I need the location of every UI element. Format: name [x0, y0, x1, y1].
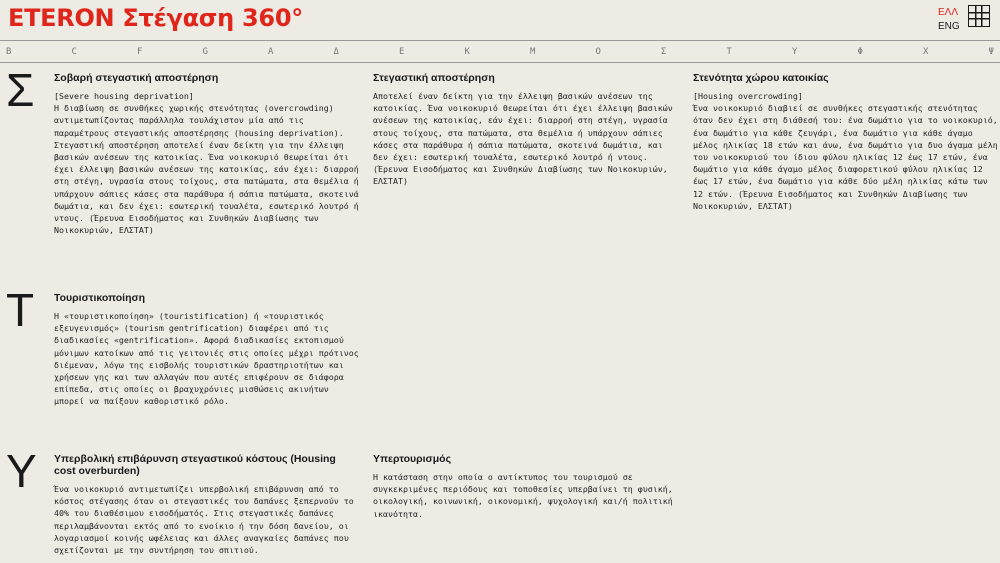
alpha-letter[interactable]: T [726, 46, 732, 57]
glossary-entry [373, 72, 678, 188]
glossary-entry [693, 72, 998, 212]
alphabet-nav [0, 40, 1000, 63]
alpha-letter[interactable]: Φ [857, 46, 863, 57]
grid-menu-icon[interactable] [968, 5, 990, 27]
entry-text: Αποτελεί έναν δείκτη για την έλλειψη βασικών ανέσεων της κατοικίας. Ένα νοικοκυριό θεωρείται ότι έχει έλλειψη βασικών ανέσεων της κατοικίας, εάν έχει: διαρροή στη στέγη, υγρασία στους τοίχους, στα πατώματα, στα θεμέλια ή υπάρχουν σάπιες κάσες στα παράθυρα ή σάπια πατώματα, σκοτεινά δωμάτια, και δεν έχει: εσωτερική τουαλέτα, εσωτερικό λουτρό ή ντους. (Έρευνα Εισοδήματος και Συνθηκών Διαβίωσης των Νοικοκυριών, ΕΛΣΤΑΤ) [373, 91, 673, 187]
glossary-entry [373, 453, 678, 520]
entry-title: Τουριστικοποίηση [54, 292, 146, 304]
glossary-entry [54, 292, 359, 408]
entry-text: [Housing overcrowding] Ένα νοικοκυριό διαβιεί σε συνθήκες στεγαστικής στενότητας όταν δεν έχει στη διάθεσή του: ένα δωμάτιο για το νοικοκυριό, ένα δωμάτιο για κάθε ζευγάρι, ένα δωμάτιο για κάθε άγαμο μέλος ηλικίας 18 ετών και άνω, ένα δωμάτιο για δυο άγαμα μέλη του νοικοκυριού του ίδιου φύλου ηλικίας 12 έως 17 ετών, ένα δωμάτιο για κάθε άγαμο μέλος διαφορετικού φύλου ηλικίας 12 έως 17 ετών, ένα δωμάτιο για κάθε δύο μέλη ηλικίας κάτω των 12 ετών. (Έρευνα Εισοδήματος και Συνθηκών Διαβίωσης των Νοικοκυριών, ΕΛΣΤΑΤ) [693, 91, 998, 211]
alpha-letter[interactable]: G [202, 46, 208, 57]
alpha-letter[interactable]: X [923, 46, 929, 57]
glossary-entry [54, 72, 359, 236]
alpha-letter[interactable]: E [399, 46, 405, 57]
entry-text: Η «τουριστικοποίηση» (touristification) ή «τουριστικός εξευγενισμός» (tourism gentrification) διαφέρει από τις διαδικασίες «gentrification». Αφορά διαδικασίες εκτοπισμού μόνιμων κατοίκων από τις γειτονιές στις οποίες μέχρι πρότινος διέμεναν, λόγω της εισβολής τουριστικών δραστηριοτήτων και χρήσεων γης και των αλλαγών που αυτές επιφέρουν σε διάφορα επίπεδα, στις οποίες οι βραχυχρόνιες μισθώσεις ακινήτων μπορεί να παίξουν καθοριστικό ρόλο. [54, 311, 359, 407]
section-letter: Υ [6, 445, 37, 497]
alpha-letter[interactable]: O [595, 46, 601, 57]
entry-text: Η κατάσταση στην οποία ο αντίκτυπος του τουρισμού σε συγκεκριμένες περιόδους και τοποθεσίες υπερβαίνει τη φυσική, οικολογική, κοινωνική, οικονομική, ψυχολογική και/ή πολιτική ικανότητα. [373, 472, 673, 519]
alpha-letter[interactable]: B [6, 46, 12, 57]
header [0, 0, 1000, 40]
language-switcher [938, 6, 960, 34]
alpha-letter[interactable]: A [268, 46, 274, 57]
glossary-entry [54, 453, 359, 556]
alpha-letter[interactable]: K [464, 46, 470, 57]
alpha-letter[interactable]: F [137, 46, 143, 57]
alpha-letter[interactable]: Σ [661, 46, 667, 57]
lang-greek-link[interactable]: ΕΛΛ [938, 7, 959, 18]
alpha-letter[interactable]: C [71, 46, 77, 57]
section-letter: Σ [6, 64, 35, 116]
entry-title: Στεγαστική αποστέρηση [373, 72, 495, 84]
lang-english-link[interactable]: ENG [938, 21, 960, 32]
entry-text: Ένα νοικοκυριό αντιμετωπίζει υπερβολική επιβάρυνση από το κόστος στέγασης όταν οι στεγαστικές του δαπάνες ξεπερνούν το 40% του διαθέσιμου εισοδήματός. Στις στεγαστικές δαπάνες περιλαμβάνονται εκτός από το ενοίκιο ή την δόση δανείου, οι λογαριασμοί κοινής ωφέλειας και άλλες αναγκαίες δαπάνες που σχετίζονται με την συντήρηση του σπιτιού. [54, 484, 354, 556]
site-logo[interactable]: ETERON Στέγαση 360° [8, 4, 303, 32]
alpha-letter[interactable]: Y [792, 46, 798, 57]
section-letter: Τ [6, 284, 35, 336]
entry-title: Σοβαρή στεγαστική αποστέρηση [54, 72, 219, 84]
alpha-letter[interactable]: Δ [333, 46, 339, 57]
entry-title: Στενότητα χώρου κατοικίας [693, 72, 829, 84]
entry-title: Υπερβολική επιβάρυνση στεγαστικού κόστους (Housing cost overburden) [54, 453, 336, 477]
entry-text: [Severe housing deprivation] Η διαβίωση σε συνθήκες χωρικής στενότητας (overcrowding) αντιμετωπίζοντας παράλληλα τουλάχιστον μία από τις παραμέτρους στεγαστικής αποστέρησης (housing deprivation). Στεγαστική αποστέρηση αποτελεί έναν δείκτη για την έλλειψη βασικών ανέσεων της κατοικίας. Ένα νοικοκυριό θεωρείται ότι έχει έλλειψη βασικών ανέσεων της κατοικίας, εάν έχει: διαρροή στη στέγη, υγρασία στους τοίχους, στα πατώματα, στα θεμέλια ή υπάρχουν σάπιες κάσες στα παράθυρα ή σάπια πατώματα, σκοτεινά δωμάτια, και δεν έχει: εσωτερική τουαλέτα, εσωτερικό λουτρό ή ντους. (Έρευνα Εισοδήματος και Συνθηκών Διαβίωσης των Νοικοκυριών, ΕΛΣΤΑΤ) [54, 91, 359, 236]
entry-title: Υπερτουρισμός [373, 453, 452, 465]
alpha-letter[interactable]: M [530, 46, 536, 57]
alpha-letter[interactable]: Ψ [988, 46, 994, 57]
